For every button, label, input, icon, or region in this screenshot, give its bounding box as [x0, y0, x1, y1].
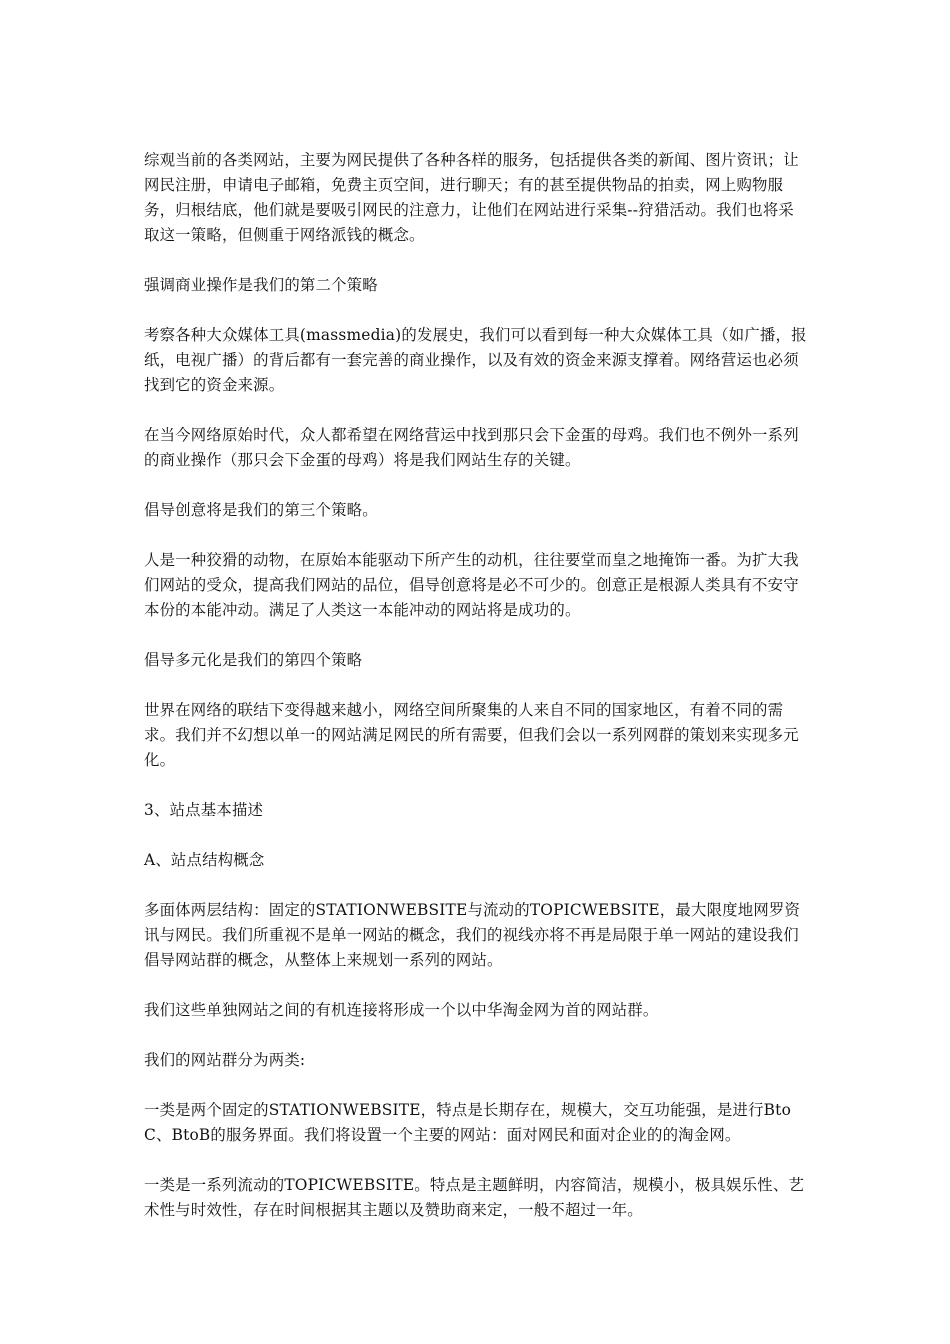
paragraph-mass-media: 考察各种大众媒体工具(massmedia)的发展史，我们可以看到每一种大众媒体工具（如广播，报纸，电视广播）的背后都有一套完善的商业操作，以及有效的资金来源支撑着。网络营运也必须找到它的资金来源。 — [144, 326, 807, 394]
paragraph-golden-egg: 在当今网络原始时代，众人都希望在网络营运中找到那只会下金蛋的母鸡。我们也不例外一系列的商业操作（那只会下金蛋的母鸡）将是我们网站生存的关键。 — [144, 426, 799, 469]
section-heading-site-description: 3、站点基本描述 — [144, 801, 264, 819]
heading-fourth-strategy: 倡导多元化是我们的第四个策略 — [144, 651, 363, 669]
paragraph-diversity: 世界在网络的联结下变得越来越小，网络空间所聚集的人来自不同的国家地区，有着不同的需求。我们并不幻想以单一的网站满足网民的所有需要，但我们会以一系列网群的策划来实现多元化。 — [144, 701, 799, 769]
subsection-heading-structure: A、站点结构概念 — [144, 851, 265, 869]
paragraph-strategy-one: 综观当前的各类网站，主要为网民提供了各种各样的服务，包括提供各类的新闻、图片资讯；让网民注册，申请电子邮箱，免费主页空间，进行聊天；有的甚至提供物品的拍卖，网上购物服务，归根结底，他们就是要吸引网民的注意力，让他们在网站进行采集--狩猎活动。我们也将采取这一策略，但侧重于网络派钱的概念。 — [144, 151, 799, 244]
heading-second-strategy: 强调商业操作是我们的第二个策略 — [144, 276, 378, 294]
document-body — [144, 148, 808, 1248]
paragraph-site-group: 我们这些单独网站之间的有机连接将形成一个以中华淘金网为首的网站群。 — [144, 1001, 659, 1019]
paragraph-two-types: 我们的网站群分为两类: — [144, 1051, 306, 1069]
paragraph-station-website: 一类是两个固定的STATIONWEBSITE，特点是长期存在，规模大，交互功能强，是进行BtoC、BtoB的服务界面。我们将设置一个主要的网站：面对网民和面对企业的的淘金网。 — [144, 1101, 792, 1144]
paragraph-creativity: 人是一种狡猾的动物，在原始本能驱动下所产生的动机，往往要堂而皇之地掩饰一番。为扩大我们网站的受众，提高我们网站的品位，倡导创意将是必不可少的。创意正是根源人类具有不安守本份的本能冲动。满足了人类这一本能冲动的网站将是成功的。 — [144, 551, 799, 619]
paragraph-topic-website: 一类是一系列流动的TOPICWEBSITE。特点是主题鲜明，内容简洁，规模小，极具娱乐性、艺术性与时效性，存在时间根据其主题以及赞助商来定，一般不超过一年。 — [144, 1176, 805, 1219]
heading-third-strategy: 倡导创意将是我们的第三个策略。 — [144, 501, 378, 519]
paragraph-two-layer-structure: 多面体两层结构：固定的STATIONWEBSITE与流动的TOPICWEBSITE，最大限度地网罗资讯与网民。我们所重视不是单一网站的概念，我们的视线亦将不再是局限于单一网站的建设我们倡导网站群的概念，从整体上来规划一系列的网站。 — [144, 901, 801, 969]
